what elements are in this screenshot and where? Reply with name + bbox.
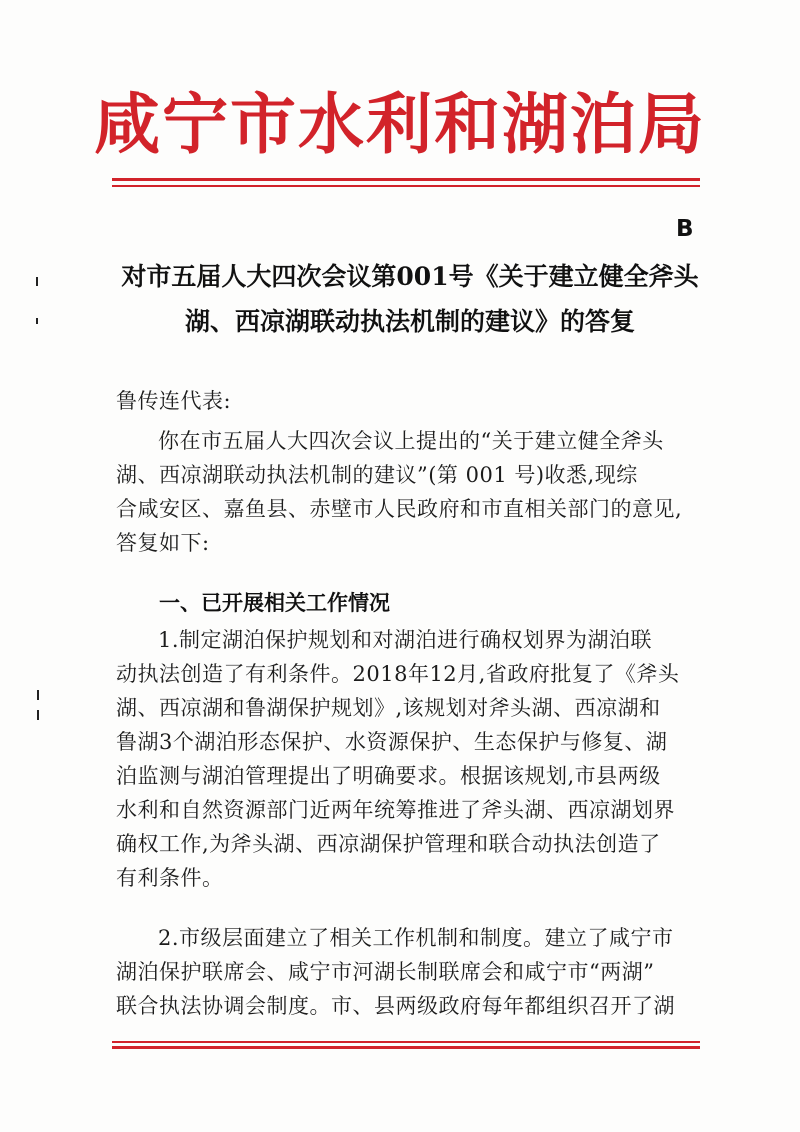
scan-artifact (37, 710, 39, 720)
doc-category-mark: B (676, 216, 694, 242)
title-line: 湖、西凉湖联动执法机制的建议》的答复 (184, 307, 635, 336)
paragraph-line: 动执法创造了有利条件。2018年12月,省政府批复了《斧头 (116, 662, 680, 686)
paragraph-line: 1.制定湖泊保护规划和对湖泊进行确权划界为湖泊联 (158, 628, 653, 652)
paragraph-line: 湖泊保护联席会、咸宁市河湖长制联席会和咸宁市“两湖” (116, 960, 655, 984)
document-title (120, 254, 700, 344)
paragraph-1 (116, 623, 704, 895)
paragraph-line: 确权工作,为斧头湖、西凉湖保护管理和联合动执法创造了 (116, 832, 661, 856)
intro-paragraph (116, 424, 704, 560)
paragraph-line: 联合执法协调会制度。市、县两级政府每年都组织召开了湖 (116, 994, 675, 1018)
paragraph-line: 有利条件。 (116, 866, 224, 890)
paragraph-line: 合咸安区、嘉鱼县、赤壁市人民政府和市直相关部门的意见, (116, 497, 683, 521)
scan-artifact (36, 318, 38, 324)
paragraph-line: 2.市级层面建立了相关工作机制和制度。建立了咸宁市 (158, 926, 674, 950)
salutation: 鲁传连代表: (116, 389, 232, 413)
footer-rule-thin (112, 1041, 700, 1043)
paragraph-2 (116, 921, 704, 1023)
paragraph-line: 水利和自然资源部门近两年统筹推进了斧头湖、西凉湖划界 (116, 798, 675, 822)
paragraph-line: 湖、西凉湖联动执法机制的建议”(第 001 号)收悉,现综 (116, 463, 638, 487)
title-line: 对市五届人大四次会议第001号《关于建立健全斧头 (121, 262, 699, 291)
scan-artifact (37, 690, 39, 700)
footer-rule-thick (112, 1046, 700, 1049)
letterhead-rule-thick (112, 178, 700, 181)
paragraph-line: 鲁湖3个湖泊形态保护、水资源保护、生态保护与修复、湖 (116, 730, 668, 754)
section-heading: 一、已开展相关工作情况 (159, 591, 390, 615)
paragraph-line: 湖、西凉湖和鲁湖保护规划》,该规划对斧头湖、西凉湖和 (116, 696, 661, 720)
paragraph-line: 你在市五届人大四次会议上提出的“关于建立健全斧头 (158, 429, 664, 453)
letterhead-rule-thin (112, 185, 700, 187)
scan-artifact (36, 277, 38, 286)
letterhead-org-name: 咸宁市水利和湖泊局 (94, 85, 706, 163)
paragraph-line: 泊监测与湖泊管理提出了明确要求。根据该规划,市县两级 (116, 764, 661, 788)
paragraph-line: 答复如下: (116, 531, 210, 555)
